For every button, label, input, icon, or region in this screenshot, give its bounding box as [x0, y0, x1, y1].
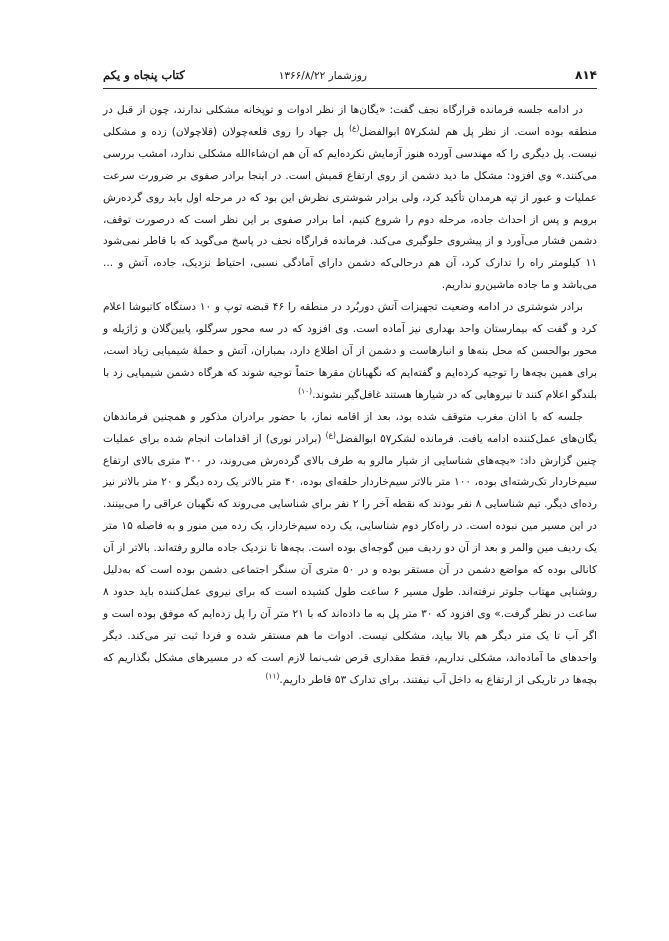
- paragraph-text: (برادر نوری) از اقدامات انجام شده برای عملیات چنین گزارش داد: «بچه‌های شناسایی از شیار مالرو به طرف بالای گرده‌رش می‌روند، در ۳۰۰ متری بالای ارتفاع سیم‌خاردار تک‌رشته‌ای بوده، ۱۰۰ متر بالاتر سیم‌خاردار حلقه‌ای بوده، ۴۰ متر بالاتر یک رده دیگر و ۲۰ متر بالاتر نیز رده‌ای دیگر. تیم شناسایی ۸ نفر بودند که نقطه آخر را ۲ نفر برای شناسایی می‌روند که نگهبان عراقی را می‌بینند. در این مسیر مین نبوده است. در راه‌کار دوم شناسایی، یک رده سیم‌خاردار، یک رده مین منور و به فاصله ۱۵ متر یک ردیف مین والمر و بعد از آن دو ردیف مین گوجه‌ای بوده است. بچه‌ها تا نزدیک جاده مالرو رفته‌اند. بالاتر از آن کانالی بوده که مواضع دشمن در آن مستقر بوده و در ۵۰ متری آن سنگر اجتماعی دشمن بوده است که به‌دلیل روشنایی مهتاب جلوتر نرفته‌اند. طول مسیر ۶ ساعت طول کشیده است که برای نیروی عمل‌کننده باید حدود ۸ ساعت در نظر گرفت.» وی افزود که ۳۰ متر پل به ما داده‌اند که با ۲۱ متر آن را پل زده‌ایم که موفق بوده است و اگر آب تا یک متر دیگر هم بالا بیاید، مشکلی نیست. ادوات ما هم مستقر شده و فردا ثبت تیر می‌کند. دیگر واحدهای ما آماده‌اند، مشکلی نداریم، فقط مقداری قرص شب‌نما لازم است که در مسیرهای مشکل بگذاریم که بچه‌ها در تاریکی از ارتفاع به داخل آب نیفتند. برای تدارک ۵۳ قاطر داریم.: [103, 432, 598, 686]
- diary-date: روزشمار ۱۳۶۶/۸/۲۲: [278, 70, 367, 82]
- header-divider: [103, 88, 597, 89]
- footnote-marker: (ع): [325, 430, 336, 440]
- paragraph-text: جلسه که با اذان مغرب متوقف شده بود، بعد از اقامه نماز، با حضور برادران مذکور و همچنین فرماندهان یگان‌های عمل‌کننده ادامه یافت. فرمانده لشکر۵۷ ابوالفضل: [103, 410, 597, 445]
- body-text: [103, 100, 597, 691]
- footnote-marker: (۱۰): [298, 386, 313, 396]
- page-number: ۸۱۴: [575, 68, 597, 82]
- footnote-marker: (۱۱): [265, 671, 280, 681]
- footnote-marker: (ع): [349, 123, 360, 133]
- paragraph-text: برادر شوشتری در ادامه وضعیت تجهیزات آتش دوربُرد در منطقه را ۴۶ قبضه توپ و ۱۰ دستگاه کاتیوشا اعلام کرد و گفت که بیمارستان واحد بهداری نیز آماده است. وی افزود که در سه محور سرگلو، پایین‌گلان و ژاژیله و محور بوالحسن که محل بنه‌ها و انبارهاست و دشمن از آن اطلاع دارد، بمباران، آتش و حملهٔ شیمیایی زیاد است، برای همین بچه‌ها را توجیه کرده‌ایم و گفته‌ایم که نگهبانان مقرها حتماً توجیه شوند که هرگاه دشمن شیمیایی زد با بلندگو اعلام کنند تا نیروهایی که در شیارها هستند غافل‌گیر نشوند.: [103, 301, 597, 401]
- book-title: کتاب پنجاه و یکم: [103, 68, 185, 82]
- paragraph-text: پل جهاد را روی قلعه‌چولان (قلاچولان) زده و مشکلی نیست. پل دیگری را که مهندسی آورده هنوز آزمایش نکرده‌ایم که آن هم ان‌شاءالله مشکلی ندارد، امشب بررسی می‌کنند.» وی افزود: مشکل ما دید دشمن از روی ارتفاع قمیش است. در اینجا برادر صفوی بر ضرورت سرعت عملیات و عبور از تپه هرمدان تأکید کرد، ولی برادر شوشتری نظرش این بود که در مرحله اول باید روی گرده‌رش برویم و پس از احداث جاده، مرحله دوم را شروع کنیم، اما برادر صفوی بر این نظر است که درصورت توقف، دشمن فشار می‌آورد و از پیشروی جلوگیری می‌کند. فرمانده قرارگاه نجف در پاسخ می‌گوید که با قاطر نمی‌شود ۱۱ کیلومتر راه را تدارک کرد، آن هم درحالی‌که دشمن دارای آمادگی نسبی، احتیاط نزدیک، جاده، آتش و ... می‌باشد و ما جاده ماشین‌رو نداریم.: [103, 125, 597, 292]
- paragraph: [103, 100, 597, 297]
- paragraph: [103, 407, 597, 692]
- page-header: [103, 64, 597, 88]
- paragraph: [103, 297, 597, 407]
- paragraph-text: در ادامه جلسه فرمانده قرارگاه نجف گفت: «یگان‌ها از نظر ادوات و توپخانه مشکلی ندارند، چون از قبل در منطقه بوده است. از نظر پل هم لشکر۵۷ ابوالفضل: [103, 104, 597, 138]
